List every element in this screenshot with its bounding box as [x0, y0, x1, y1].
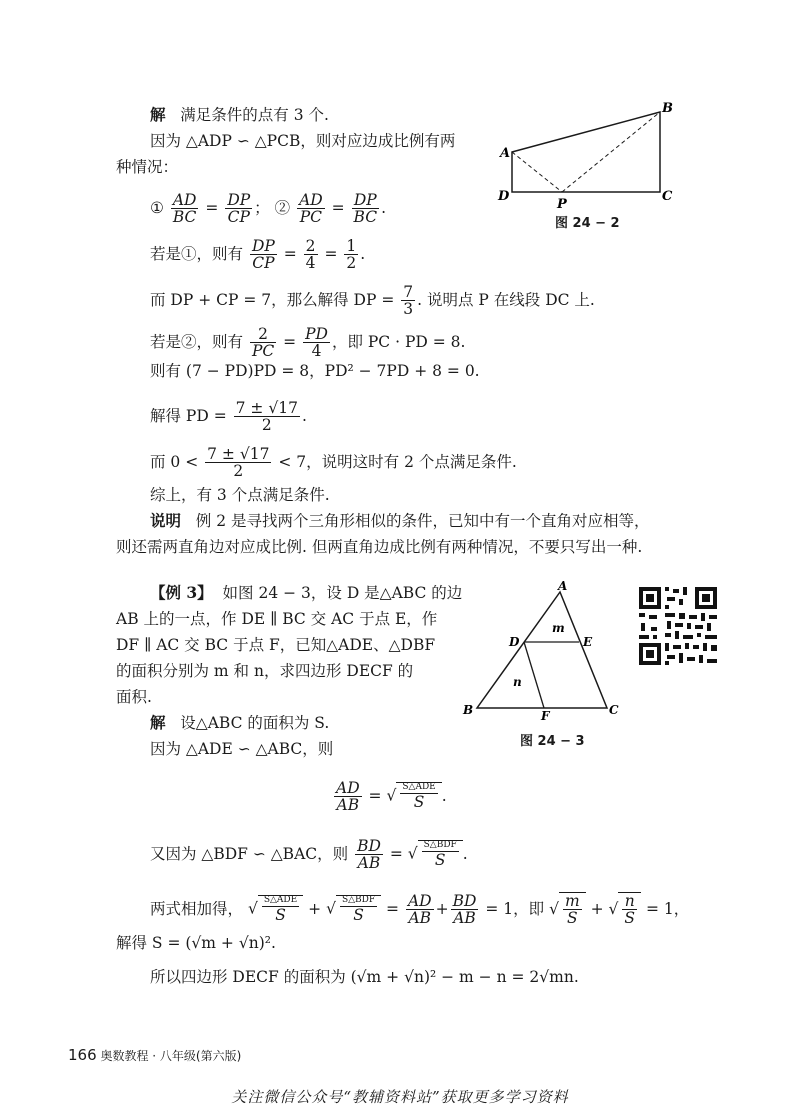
fraction: $\frac{\text{S△BDF}}{S}$: [341, 895, 376, 924]
fraction: $\frac{1}{2}$: [346, 237, 357, 273]
solution-intro: [150, 104, 329, 126]
equation-bd-ab: 又因为 △BDF ∽ △BAC，则 $\frac{BD}{AB}$ = √ $\frac{\text{S△BDF}}{S}$ .: [150, 837, 468, 873]
equation-sum: 两式相加得， √ $\frac{\text{S△ADE}}{S}$ + √ $\frac{\text{S△BDF}}{S}$ = $\frac{AD}{AB}$ + $\frac{BD}{AB}$ = 1，即 √ $\frac{m}{S}$ + √ $\frac{n}{S}$ = 1，: [150, 892, 690, 928]
fraction: $\frac{BD}{AB}$: [357, 837, 381, 873]
text-line: 种情况：: [116, 158, 179, 176]
example-line: AB 上的一点，作 DE ∥ BC 交 AC 于点 E，作: [116, 610, 438, 628]
solution-label: 解: [150, 105, 166, 124]
label-p: P: [557, 197, 567, 210]
book-title: 奥数教程 · 八年级(第六版): [100, 1049, 242, 1063]
example-line: 的面积分别为 m 和 n，求四边形 DECF 的: [116, 662, 414, 680]
label-m: m: [552, 621, 565, 635]
case-mark: ①: [150, 198, 164, 217]
label-e: E: [583, 635, 593, 649]
solution-line: 所以四边形 DECF 的面积为 (√m + √n)² − m − n = 2√mn.: [150, 968, 579, 986]
example-label: 【例 3】: [150, 583, 213, 602]
radical: √ $\frac{\text{S△BDF}}{S}$: [326, 895, 381, 923]
equation-ratios: ① $\frac{AD}{BC}$ = $\frac{DP}{CP}$ ； ② $\frac{AD}{PC}$ = $\frac{DP}{BC}$ .: [150, 191, 387, 227]
fraction: $\frac{2}{PC}$: [251, 325, 275, 361]
solution-label: 解: [150, 713, 166, 732]
example-line: 面积.: [116, 688, 152, 706]
equation-dp: 而 DP + CP = 7，那么解得 DP = $\frac{7}{3}$ . 说明点 P 在线段 DC 上.: [150, 283, 595, 319]
summary: 综上，有 3 个点满足条件.: [150, 486, 330, 504]
fraction: $\frac{n}{S}$: [624, 892, 636, 928]
fraction: $\frac{2}{4}$: [305, 237, 316, 273]
note-line2: 则还需两直角边对应成比例. 但两直角边成比例有两种情况，不要只写出一种.: [116, 538, 643, 556]
fraction: $\frac{AD}{AB}$: [407, 892, 432, 928]
quadrilateral-abcd: [512, 112, 660, 192]
segment-ap: [512, 152, 562, 192]
segment-pb: [562, 112, 660, 192]
radical: √ $\frac{\text{S△ADE}}{S}$: [248, 895, 303, 923]
label-d: D: [498, 189, 510, 204]
figure-24-3: [455, 580, 625, 720]
promo-banner: 关注微信公众号“教辅资料站”获取更多学习资料: [231, 1088, 569, 1106]
solution-line: 解 设△ABC 的面积为 S.: [150, 713, 330, 732]
fraction: $\frac{DP}{CP}$: [251, 237, 275, 273]
fraction: $\frac{PD}{4}$: [305, 325, 328, 361]
case-mark: ②: [274, 198, 291, 217]
label-d: D: [509, 635, 520, 649]
label-c: C: [662, 189, 673, 204]
fraction: $\frac{\text{S△BDF}}{S}$: [423, 840, 457, 869]
fraction: $\frac{m}{S}$: [564, 892, 580, 928]
radical: √ $\frac{n}{S}$: [609, 892, 642, 927]
fraction: $\frac{7}{3}$: [403, 283, 414, 319]
equation-solve: 解得 PD = $\frac{7 \pm √17}{2}$ .: [150, 399, 307, 435]
label-b: B: [662, 101, 673, 116]
label-b: B: [463, 703, 474, 717]
fraction: $\frac{AD}{PC}$: [299, 191, 323, 227]
fraction: $\frac{DP}{BC}$: [353, 191, 378, 227]
fraction: $\frac{7 \pm √17}{2}$: [207, 445, 270, 481]
triangle-abc: [477, 592, 607, 708]
text-line: 因为 △ADP ∽ △PCB，则对应边成比例有两: [150, 132, 456, 150]
equation-case1: 若是①，则有 $\frac{DP}{CP}$ = $\frac{2}{4}$ = $\frac{1}{2}$ .: [150, 237, 366, 273]
example-line: DF ∥ AC 交 BC 于点 F，已知△ADE、△DBF: [116, 636, 436, 654]
equation-range: 而 0 < $\frac{7 \pm √17}{2}$ < 7，说明这时有 2 个点满足条件.: [150, 445, 517, 481]
segment-df: [524, 642, 544, 708]
fraction: $\frac{\text{S△ADE}}{S}$: [263, 895, 298, 924]
figure-caption: 图 24 − 3: [520, 734, 585, 749]
equation-case2: 若是②，则有 $\frac{2}{PC}$ = $\frac{PD}{4}$ ，即 PC · PD = 8.: [150, 325, 466, 361]
radical: √ $\frac{\text{S△BDF}}{S}$: [408, 840, 463, 868]
figure-24-2: [490, 100, 680, 210]
label-a: A: [500, 146, 511, 161]
fraction: $\frac{AD}{AB}$: [336, 779, 360, 815]
radical: √ $\frac{\text{S△ADE}}{S}$: [386, 782, 441, 810]
page-number: 166: [68, 1046, 97, 1064]
note: 说明 例 2 是寻找两个三角形相似的条件，已知中有一个直角对应相等，: [150, 511, 650, 530]
page-footer: [68, 1046, 241, 1064]
fraction: $\frac{AD}{BC}$: [172, 191, 197, 227]
solution-intro-text: 满足条件的点有 3 个.: [180, 106, 329, 124]
example-line: 【例 3】 如图 24 − 3，设 D 是△ABC 的边: [150, 583, 463, 602]
equation-ad-ab: $\frac{AD}{AB}$ = √ $\frac{\text{S△ADE}}{S}$ .: [336, 779, 447, 815]
solution-line: 因为 △ADE ∽ △ABC，则: [150, 740, 334, 758]
note-label: 说明: [150, 511, 182, 530]
solution-line: 解得 S = (√m + √n)².: [116, 934, 276, 952]
equation-quadratic: 则有 (7 − PD)PD = 8，PD² − 7PD + 8 = 0.: [150, 362, 480, 380]
label-n: n: [513, 675, 522, 689]
fraction: $\frac{BD}{AB}$: [452, 892, 477, 928]
label-c: C: [609, 703, 619, 717]
radical: √ $\frac{m}{S}$: [549, 892, 586, 927]
fraction: $\frac{DP}{CP}$: [227, 191, 251, 227]
fraction: $\frac{7 \pm √17}{2}$: [235, 399, 298, 435]
label-a: A: [558, 580, 568, 593]
label-f: F: [541, 709, 550, 720]
figure-caption: 图 24 − 2: [555, 216, 620, 231]
fraction: $\frac{\text{S△ADE}}{S}$: [402, 782, 436, 811]
qr-code: [637, 585, 719, 667]
